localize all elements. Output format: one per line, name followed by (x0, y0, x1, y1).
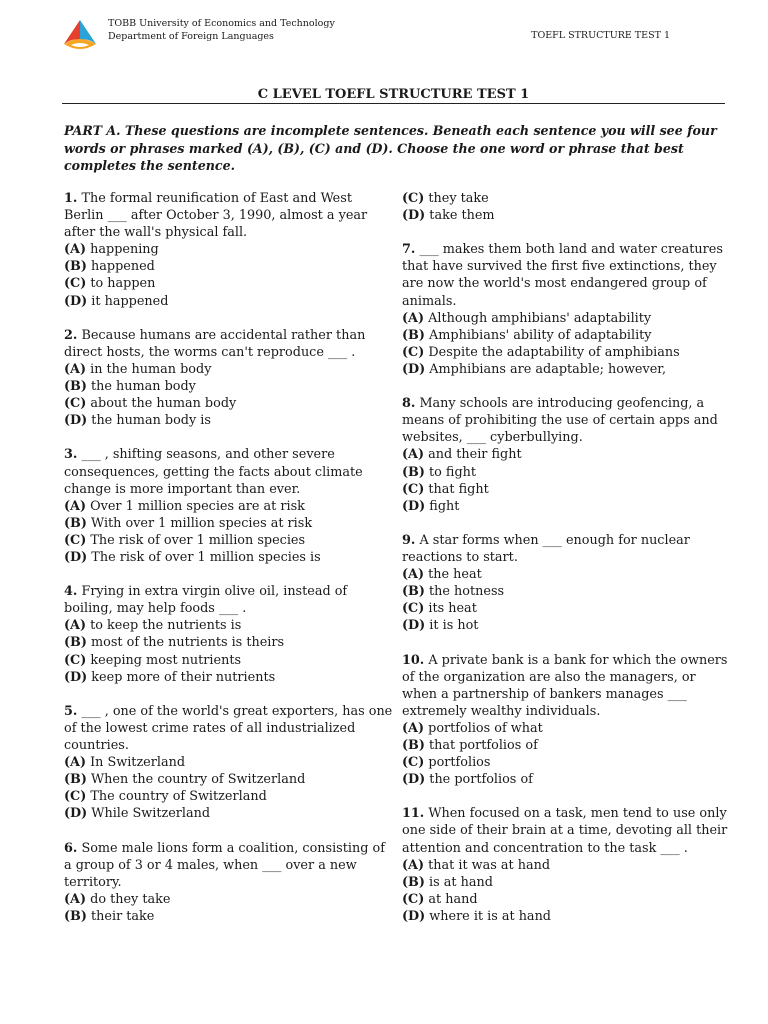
question-stem (64, 703, 394, 754)
option-c: (C) its heat (402, 601, 477, 617)
question-8 (402, 395, 734, 515)
question-stem (402, 652, 734, 720)
question-number: 5. (64, 703, 78, 719)
test-name-header: TOEFL STRUCTURE TEST 1 (531, 30, 670, 41)
option-a: (A) portfolios of what (402, 720, 543, 736)
question-stem (402, 395, 734, 446)
option-d: (D) Amphibians are adaptable; however, (402, 361, 667, 377)
question-number: 7. (402, 242, 416, 258)
option-a: (A) that it was at hand (402, 857, 551, 873)
university-logo (60, 18, 100, 52)
question-number: 6. (64, 840, 78, 856)
option-d: (D) While Switzerland (64, 806, 211, 822)
question-text: Some male lions form a coalition, consisting of a group of 3 or 4 males, when ___ over a new territory. (64, 840, 385, 890)
question-number: 1. (64, 191, 78, 206)
question-stem (64, 446, 394, 497)
option-d: (D) the portfolios of (402, 772, 533, 788)
question-6 (64, 840, 394, 925)
option-d: (D) it is hot (402, 618, 479, 634)
option-d: (D) the human body is (64, 413, 211, 429)
option-b: (B) the hotness (402, 584, 505, 600)
option-a: (A) in the human body (64, 361, 212, 377)
page-title: C LEVEL TOEFL STRUCTURE TEST 1 (257, 87, 530, 102)
option-b: (B) Amphibians' ability of adaptability (402, 327, 652, 343)
option-d: (D) keep more of their nutrients (64, 669, 276, 685)
option-b: (B) to fight (402, 464, 477, 480)
option-c: (C) that fight (402, 481, 489, 497)
question-3 (64, 446, 394, 566)
left-column (64, 190, 394, 942)
question-text: The formal reunification of East and West Berlin ___ after October 3, 1990, almost a year after the wall's physical fall. (64, 191, 368, 241)
option-b: (B) the human body (64, 379, 196, 395)
question-2 (64, 327, 394, 430)
option-a: (A) the heat (402, 567, 482, 583)
question-1 (64, 190, 394, 310)
department-name: Department of Foreign Languages (108, 30, 274, 42)
option-d: (D) it happened (64, 293, 169, 309)
option-c: (C) about the human body (64, 396, 237, 412)
question-4 (64, 583, 394, 686)
institution-header (108, 18, 335, 43)
option-d: (D) where it is at hand (402, 908, 551, 924)
right-column (402, 190, 734, 942)
question-7 (402, 241, 734, 378)
question-text: Many schools are introducing geofencing, a means of prohibiting the use of certain apps and websites, ___ cyberbullying. (402, 396, 718, 446)
option-b: (B) When the country of Switzerland (64, 772, 306, 788)
question-stem (64, 583, 394, 617)
question-number: 11. (402, 806, 425, 822)
option-c: (C) The risk of over 1 million species (64, 532, 306, 548)
option-d: (D) fight (402, 498, 460, 514)
question-number: 9. (402, 532, 416, 548)
option-b: (B) is at hand (402, 874, 493, 890)
option-c: (C) at hand (402, 891, 478, 907)
question-text: Because humans are accidental rather than direct hosts, the worms can't reproduce ___ . (64, 327, 366, 360)
option-b: (B) With over 1 million species at risk (64, 515, 313, 531)
question-stem (64, 190, 394, 241)
option-c: (C) Despite the adaptability of amphibians (402, 344, 680, 360)
part-a-instructions: PART A. These questions are incomplete sentences. Beneath each sentence you will see four words or phrases marked (A), (B), (C) and (D). Choose the one word or phrase that best completes the sentence. (64, 123, 717, 173)
option-a: (A) In Switzerland (64, 755, 186, 771)
option-a: (A) and their fight (402, 447, 522, 463)
option-b: (B) that portfolios of (402, 738, 538, 753)
option-a: (A) Over 1 million species are at risk (64, 498, 305, 514)
question-text: A private bank is a bank for which the owners of the organization are also the managers, or when a partnership of bankers manages ___ extremely wealthy individuals. (402, 652, 728, 719)
question-number: 3. (64, 447, 78, 463)
question-stem (402, 805, 734, 856)
option-a: (A) happening (64, 242, 159, 258)
university-name: TOBB University of Economics and Technology (108, 18, 335, 29)
option-c: (C) The country of Switzerland (64, 789, 267, 805)
question-6-continued (402, 190, 734, 224)
question-number: 4. (64, 584, 78, 600)
question-number: 8. (402, 396, 416, 412)
question-number: 2. (64, 327, 78, 343)
question-number: 10. (402, 652, 425, 668)
question-10 (402, 652, 734, 789)
question-text: ___ makes them both land and water creatures that have survived the first five extinctions, they are now the world's most endangered group of animals. (402, 242, 723, 309)
question-text: ___ , shifting seasons, and other severe consequences, getting the facts about climate change is more important than ever. (64, 447, 363, 497)
option-c: (C) they take (402, 191, 489, 206)
option-d: (D) The risk of over 1 million species is (64, 549, 321, 565)
question-text: When focused on a task, men tend to use only one side of their brain at a time, devoting all their attention and concentration to the task ___ . (402, 806, 728, 856)
option-d: (D) take them (402, 208, 495, 224)
question-9 (402, 532, 734, 635)
question-stem (64, 327, 394, 361)
option-c: (C) portfolios (402, 755, 491, 771)
question-5 (64, 703, 394, 823)
option-b: (B) happened (64, 259, 155, 275)
question-stem (402, 532, 734, 566)
question-stem (402, 241, 734, 309)
question-text: A star forms when ___ enough for nuclear reactions to start. (402, 532, 690, 565)
option-a: (A) do they take (64, 891, 171, 907)
option-c: (C) to happen (64, 276, 156, 292)
option-a: (A) to keep the nutrients is (64, 618, 242, 634)
question-text: ___ , one of the world's great exporters, has one of the lowest crime rates of all industrialized countries. (64, 703, 393, 753)
title-divider (62, 103, 725, 104)
option-a: (A) Although amphibians' adaptability (402, 310, 652, 326)
option-c: (C) keeping most nutrients (64, 652, 242, 668)
option-b: (B) most of the nutrients is theirs (64, 635, 285, 651)
question-stem (64, 840, 394, 891)
question-text: Frying in extra virgin olive oil, instead of boiling, may help foods ___ . (64, 584, 348, 617)
question-11 (402, 805, 734, 925)
option-b: (B) their take (64, 908, 155, 924)
